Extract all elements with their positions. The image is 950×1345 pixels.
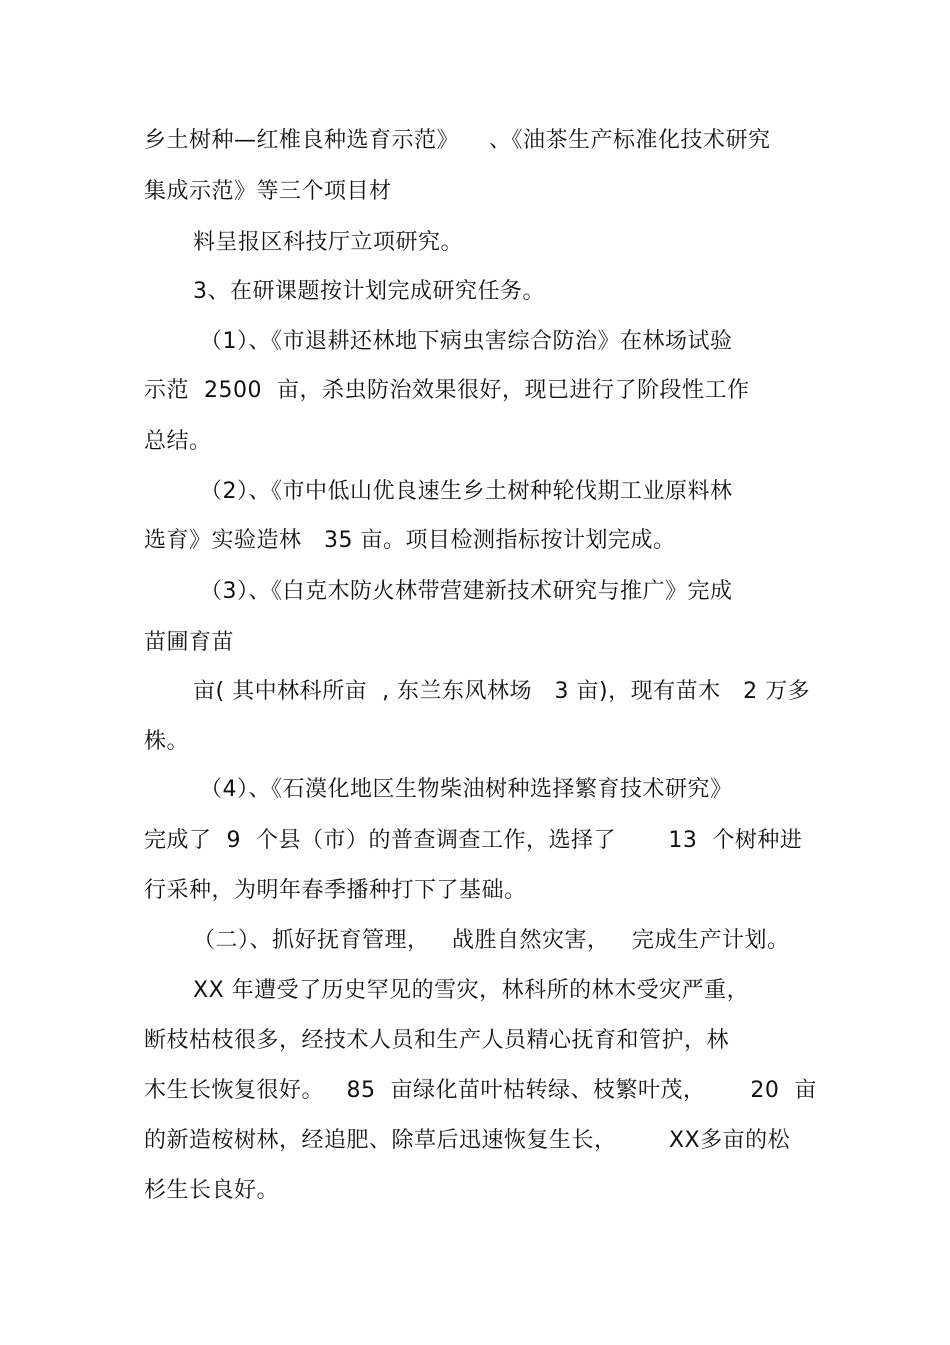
text-line: （二）、抓好抚育管理， 战胜自然灾害， 完成生产计划。	[193, 928, 790, 953]
text-line: （1）、《市退耕还林地下病虫害综合防治》在林场试验	[200, 329, 733, 354]
text-line: 乡土树种—红椎良种选育示范》 、《油茶生产标准化技术研究	[144, 128, 771, 153]
text-line: 的新造桉树林，经追肥、除草后迅速恢复生长， XX多亩的松	[144, 1128, 791, 1153]
text-line: 株。	[144, 729, 190, 754]
text-line: 选育》实验造林 35 亩。项目检测指标按计划完成。	[144, 528, 676, 553]
text-line: 苗圃育苗	[144, 630, 235, 655]
text-line: 总结。	[144, 429, 212, 454]
text-line: 亩( 其中林科所亩 , 东兰东风林场 3 亩)，现有苗木 2 万多	[193, 679, 811, 704]
text-line: 木生长恢复很好。 85 亩绿化苗叶枯转绿、枝繁叶茂， 20 亩	[144, 1078, 817, 1103]
text-line: 断枝枯枝很多，经技术人员和生产人员精心抚育和管护，林	[144, 1028, 730, 1053]
text-line: （4）、《石漠化地区生物柴油树种选择繁育技术研究》	[200, 777, 733, 802]
text-line: XX 年遭受了历史罕见的雪灾，林科所的林木受灾严重，	[193, 978, 750, 1003]
text-line: 3、在研课题按计划完成研究任务。	[193, 279, 545, 304]
text-line: （3）、《白克木防火林带营建新技术研究与推广》完成	[200, 579, 733, 604]
text-line: 杉生长良好。	[144, 1178, 280, 1203]
text-line: 料呈报区科技厅立项研究。	[193, 230, 464, 255]
text-line: 集成示范》等三个项目材	[144, 179, 392, 204]
text-line: 示范 2500 亩，杀虫防治效果很好，现已进行了阶段性工作	[144, 378, 750, 403]
text-line: （2）、《市中低山优良速生乡土树种轮伐期工业原料林	[200, 479, 733, 504]
text-line: 完成了 9 个县（市）的普查调查工作，选择了 13 个树种进	[144, 828, 803, 853]
text-line: 行采种，为明年春季播种打下了基础。	[144, 878, 527, 903]
